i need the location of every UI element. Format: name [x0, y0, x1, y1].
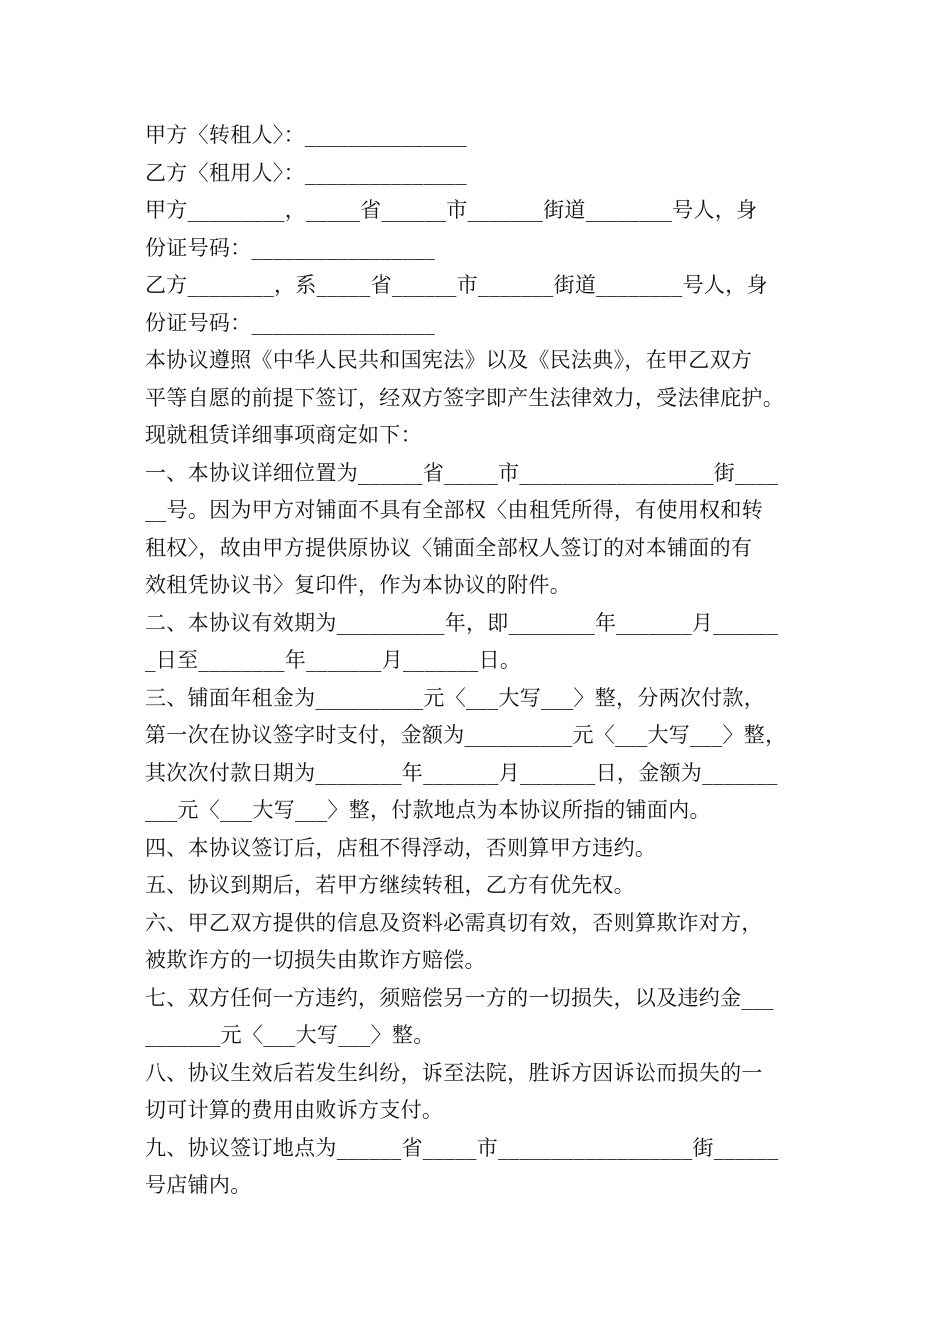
- clause-9-line: 九、协议签订地点为______省_____市__________________街______: [145, 1135, 779, 1160]
- clause-9-line: 号店铺内。: [145, 1173, 252, 1197]
- party-b-id-line: 份证号码：_________________: [145, 310, 436, 335]
- preamble-line: 本协议遵照《中华人民共和国宪法》以及《民法典》，在甲乙双方: [145, 348, 753, 372]
- clause-3-line: 三、铺面年租金为__________元〈___大写___〉整，分两次付款，: [145, 685, 766, 710]
- clause-7-line: _______元〈___大写___〉整。: [145, 1023, 435, 1047]
- clause-3-line: ___元〈___大写___〉整，付款地点为本协议所指的铺面内。: [145, 798, 711, 822]
- clause-6-line: 六、甲乙双方提供的信息及资料必需真切有效，否则算欺诈对方，: [145, 910, 763, 935]
- clause-1-line: 效租凭协议书〉复印件，作为本协议的附件。: [145, 573, 571, 597]
- clause-3-line: 第一次在协议签字时支付，金额为__________元〈___大写___〉整，: [145, 723, 787, 747]
- preamble-line: 平等自愿的前提下签订，经双方签字即产生法律效力，受法律庇护。: [145, 385, 784, 410]
- clause-5-line: 五、协议到期后，若甲方继续转租，乙方有优先权。: [145, 873, 635, 897]
- clause-8-line: 切可计算的费用由败诉方支付。: [145, 1098, 444, 1122]
- clause-4-line: 四、本协议签订后，店租不得浮动，否则算甲方违约。: [145, 835, 657, 860]
- clause-1-line: 租权〉，故由甲方提供原协议〈铺面全部权人签订的对本铺面的有: [145, 535, 753, 560]
- clause-6-line: 被欺诈方的一切损失由欺诈方赔偿。: [145, 948, 486, 972]
- party-b-line: 乙方〈租用人〉：_______________: [145, 160, 467, 185]
- party-a-line: 甲方〈转租人〉：_______________: [145, 123, 467, 147]
- clause-3-line: 其次次付款日期为________年_______月_______日，金额为_______: [145, 760, 778, 785]
- party-a-id-line: 份证号码：_________________: [145, 235, 436, 260]
- document-body: [145, 117, 815, 1205]
- preamble-line: 现就租赁详细事项商定如下：: [145, 423, 422, 447]
- clause-1-line: 一、本协议详细位置为______省_____市__________________街____: [145, 460, 779, 485]
- clause-2-line: 二、本协议有效期为__________年，即________年_______月______: [145, 610, 778, 635]
- party-a-address-line: 甲方_________，_____省______市_______街道________号人，身: [145, 198, 758, 222]
- clause-7-line: 七、双方任何一方违约，须赔偿另一方的一切损失，以及违约金___: [145, 985, 774, 1010]
- party-b-address-line: 乙方________，系_____省______市_______街道________号人，身: [145, 273, 768, 297]
- clause-2-line: _日至________年_______月_______日。: [145, 648, 522, 672]
- clause-1-line: __号。因为甲方对铺面不具有全部权〈由租凭所得，有使用权和转: [145, 498, 763, 522]
- clause-8-line: 八、协议生效后若发生纠纷，诉至法院，胜诉方因诉讼而损失的一: [145, 1060, 763, 1085]
